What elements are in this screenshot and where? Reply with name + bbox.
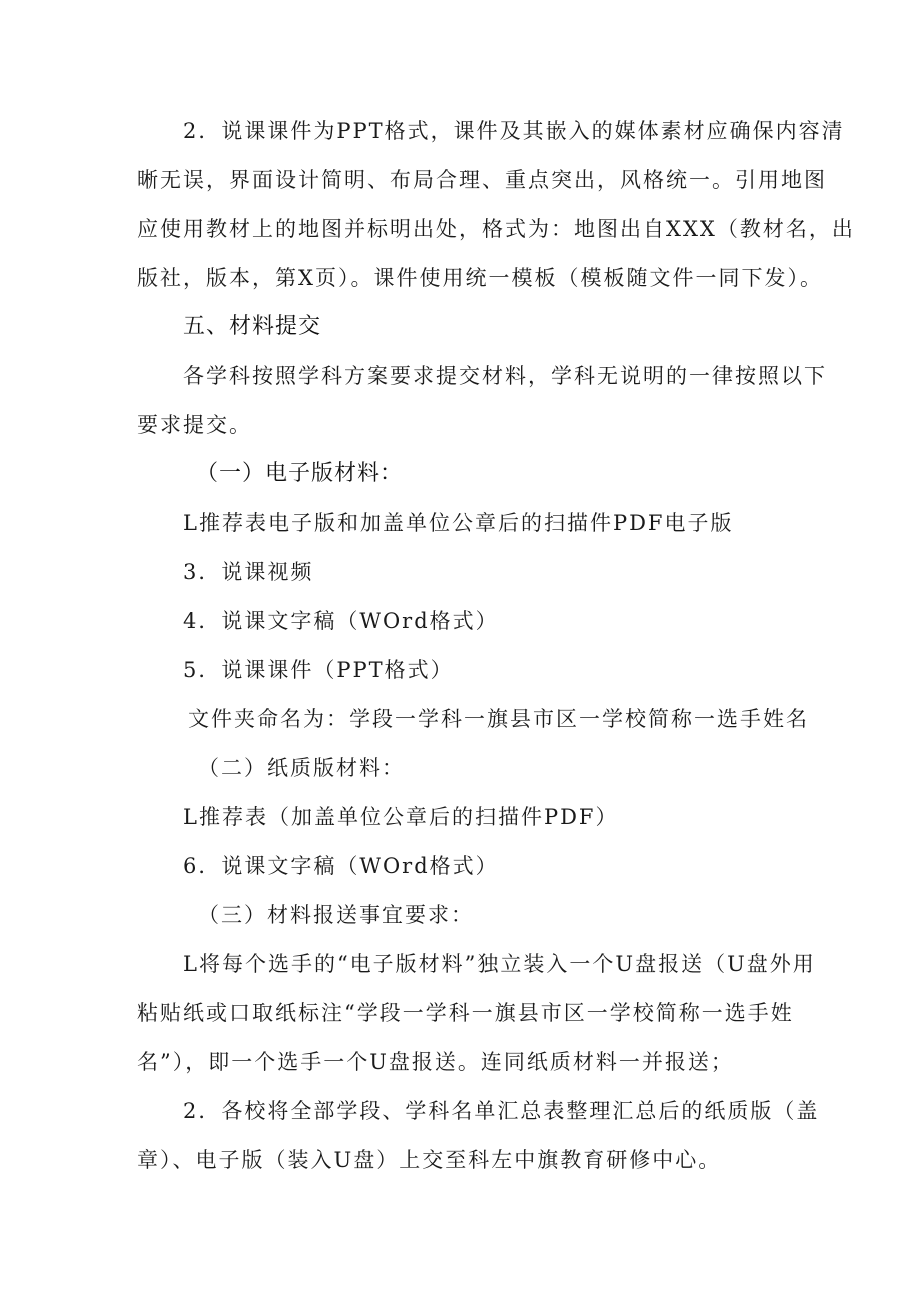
section5-intro-line: 要求提交。 [137,413,252,437]
paper-materials-heading: （二）纸质版材料： [198,756,405,780]
section5-intro-line: 各学科按照学科方案要求提交材料，学科无说明的一律按照以下 [183,364,827,388]
section5-heading: 五、材料提交 [183,314,322,339]
submission-item2-line: 2．各校将全部学段、学科名单汇总表整理汇总后的纸质版（盖 [183,1099,820,1123]
submission-item2-line: 章）、电子版（装入U盘）上交至科左中旗教育研修中心。 [137,1148,722,1172]
submission-item1-line: L将每个选手的“电子版材料”独立装入一个U盘报送（U盘外用 [183,952,816,976]
para-courseware-line: 版社，版本，第X页）。课件使用统一模板（模板随文件一同下发）。 [137,266,823,290]
paper-item: 6．说课文字稿（WOrd格式） [183,854,499,878]
electronic-item: 5．说课课件（PPT格式） [183,658,454,682]
para-courseware-line: 应使用教材上的地图并标明出处，格式为：地图出自XXX（教材名，出 [137,217,855,241]
para-courseware-line: 2．说课课件为PPT格式，课件及其嵌入的媒体素材应确保内容清 [183,119,845,143]
paper-item: L推荐表（加盖单位公章后的扫描件PDF） [183,805,619,829]
electronic-materials-heading: （一）电子版材料： [196,461,404,486]
electronic-item: 3．说课视频 [183,560,314,584]
submission-item1-line: 名”），即一个选手一个U盘报送。连同纸质材料一并报送； [137,1050,734,1074]
para-courseware-line: 晰无误，界面设计简明、布局合理、重点突出，风格统一。引用地图 [137,168,827,192]
submission-heading: （三）材料报送事宜要求： [198,903,474,927]
electronic-item: 4．说课文字稿（WOrd格式） [183,609,499,633]
electronic-item: L推荐表电子版和加盖单位公章后的扫描件PDF电子版 [183,511,734,535]
folder-naming-rule: 文件夹命名为：学段一学科一旗县市区一学校简称一选手姓名 [188,707,809,731]
submission-item1-line: 粘贴纸或口取纸标注“学段一学科一旗县市区一学校简称一选手姓 [137,1001,794,1025]
